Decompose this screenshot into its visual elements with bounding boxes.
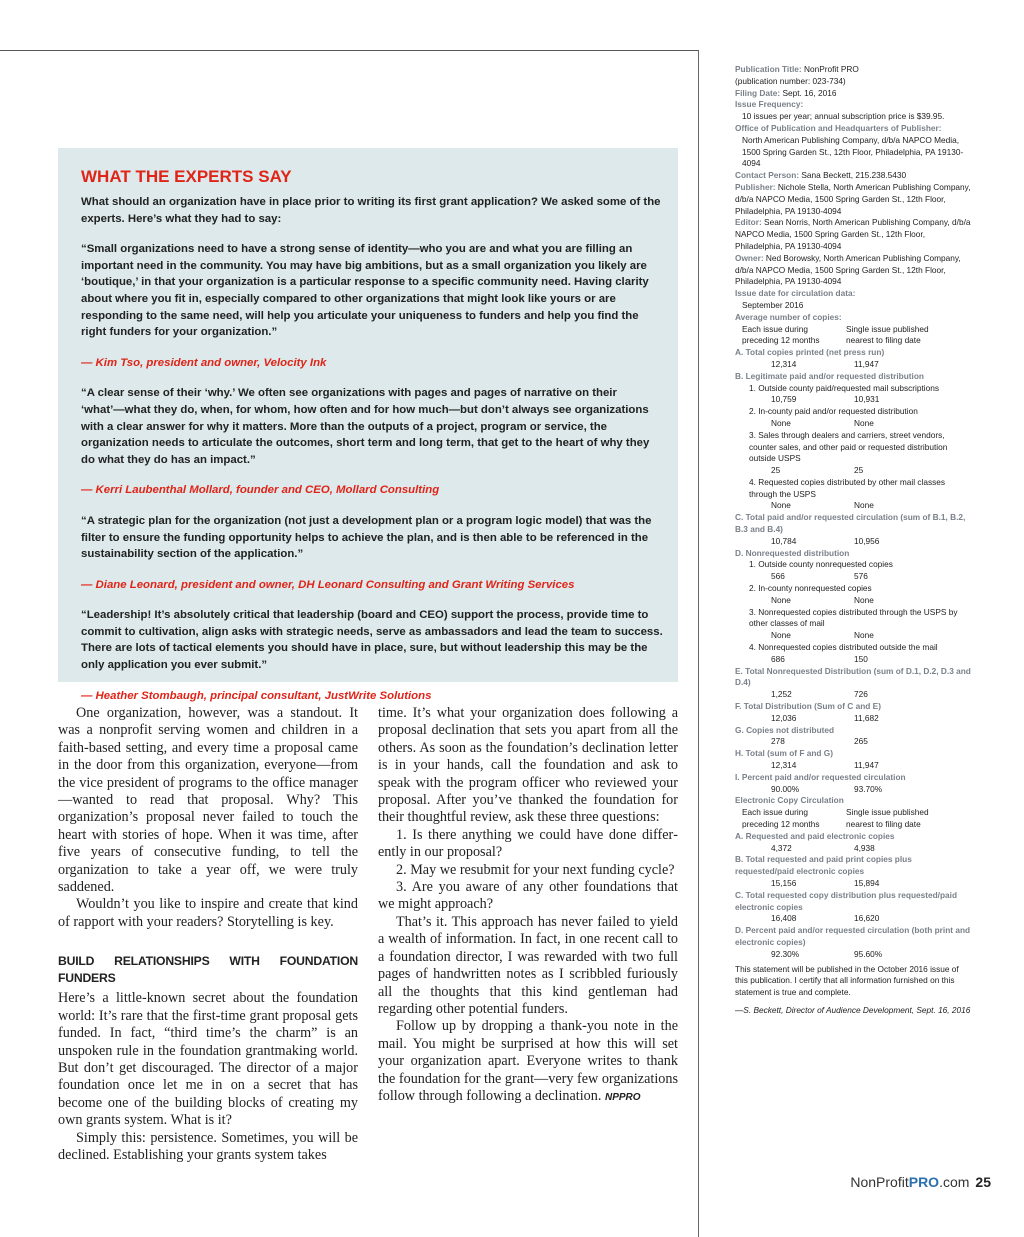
row-values: 566 576 — [771, 571, 868, 582]
row-label: 3. Nonrequested copies distributed through the USPS by other classes of mail — [749, 606, 958, 629]
expert-attribution: — Diane Leonard, president and owner, DH Leonard Consulting and Grant Writing Services — [81, 578, 575, 591]
section-heading: BUILD RELATIONSHIPS WITH FOUNDATION FUNDERS — [58, 954, 358, 986]
ownership-statement — [735, 64, 973, 1017]
row-label: 1. Outside county nonrequested copies — [749, 559, 893, 570]
row-label: 4. Nonrequested copies distributed outside the mail — [749, 642, 938, 653]
field-label: Issue date for circulation data: — [735, 288, 856, 299]
row-values: None None — [771, 417, 874, 428]
field-value: Ned Borowsky, North American Publishing Company, d/b/a NAPCO Media, 1500 Spring Garden St., 12th Floor, Philadelphia, PA 19130-4094 — [735, 252, 961, 287]
expert-attribution: — Heather Stombaugh, principal consultant, JustWrite Solutions — [81, 689, 432, 702]
site-suffix: .com — [939, 1174, 970, 1190]
field-value: North American Publishing Company, d/b/a NAPCO Media, 1500 Spring Garden St., 12th Floor, Philadelphia, PA 19130-4094 — [742, 134, 964, 169]
certification-statement: This statement will be published in the October 2016 issue of this publication. I certify that all information furnished on this statement is true and complete. — [735, 963, 959, 998]
paragraph: Simply this: persistence. Sometimes, you will be declined. Establishing your grants system takes — [58, 1129, 358, 1163]
paragraph: One organization, however, was a standout. It was a nonprofit serving women and children in a faith-based setting, and every time a proposal came in the door from this organization, everyone—from the vice president of programs to the office manager—wanted to read that proposal. Why? This organization’s proposal never failed to touch the heart with stories of hope. When it was time, after five years of consecutive funding, to tell the organization to take a year off, we were truly saddened. — [58, 705, 358, 896]
expert-quote: “A clear sense of their ‘why.’ We often see organizations with pages and pages of narrative on their ‘what’—what they do, when, for whom, how often and for how much—but don’t always see organizations with a clear answer for why it matters. More than the outputs of a project, program or service, the organization needs to articulate the outcomes, short term and long term, that get to the heart of why they do what they do has an impact.” — [81, 387, 650, 466]
row-label: C. Total paid and/or requested circulation (sum of B.1, B.2, B.3 and B.4) — [735, 512, 966, 535]
field-label: Publisher: — [735, 181, 776, 192]
paragraph: Here’s a little-known secret about the foundation world: It’s rare that the first-time grant proposal gets funded. In fact, “third time’s the charm” is an unspoken rule in the foundation grantmaking world. But don’t get discouraged. The director of a major foundation once let me in on a secret that has become one of the building blocks of creating my own grants system. What is it? — [58, 990, 358, 1129]
field-value: (publication number: 023-734) — [735, 75, 846, 86]
row-values: None None — [771, 594, 874, 605]
row-label: I. Percent paid and/or requested circulation — [735, 771, 906, 782]
row-values: 4,372 4,938 — [771, 842, 875, 853]
field-label: Average number of copies: — [735, 311, 842, 322]
row-label: B. Legitimate paid and/or requested distribution — [735, 370, 925, 381]
row-label: A. Requested and paid electronic copies — [735, 830, 895, 841]
row-label: 1. Outside county paid/requested mail subscriptions — [749, 382, 940, 393]
paragraph: That’s it. This approach has never failed to yield a wealth of information. In fact, in one recent call to a foundation director, I was rewarded with two full pages of handwritten notes as I scribbled furiously all the thoughts that this kind gentleman had regarding other potential funders. — [378, 913, 678, 1017]
body-column-2 — [378, 705, 678, 1106]
column-divider — [698, 50, 699, 1237]
row-values: 1,252 726 — [771, 689, 868, 700]
paragraph — [378, 1018, 678, 1106]
row-label: A. Total copies printed (net press run) — [735, 347, 885, 358]
field-label: Office of Publication and Headquarters of Publisher: — [735, 122, 942, 133]
top-rule — [0, 50, 698, 51]
row-label: D. Nonrequested distribution — [735, 547, 850, 558]
box-title: WHAT THE EXPERTS SAY — [81, 167, 292, 186]
column-headers: preceding 12 months nearest to filing date — [742, 819, 921, 829]
end-mark: NPPRO — [604, 1091, 641, 1103]
section-label: Electronic Copy Circulation — [735, 795, 844, 806]
paragraph: time. It’s what your organization does following a proposal declination that sets you apart from all the others. As soon as the foundation’s declination letter is in your hands, call the foundation and ask to speak with the program officer who reviewed your proposal. After you’ve thanked the foundation for their thoughtful review, ask these three questions: — [378, 705, 678, 826]
row-label: 4. Requested copies distributed by other mail classes through the USPS — [749, 476, 946, 499]
row-values: 10,784 10,956 — [771, 535, 880, 546]
field-value: Nichole Stella, North American Publishing Company, d/b/a NAPCO Media, 1500 Spring Garden St., 12th Floor, Philadelphia, PA 19130-4094 — [735, 181, 971, 216]
signature: —S. Beckett, Director of Audience Development, Sept. 16, 2016 — [735, 1004, 971, 1015]
expert-quote: “Small organizations need to have a strong sense of identity—who you are and what you are filling an important need in the community. You may have big ambitions, but as a small organization you likely are ‘boutique,’ in that your organization is a particular response to a specific community need. Having clarity about where you fit in, especially compared to other organizations that might look like yours or are responding to the same need, will help you articulate your uniqueness to funders and help you find the right funders for your organization.” — [81, 243, 649, 339]
site-prefix: NonProfit — [850, 1174, 909, 1190]
page-footer — [850, 1174, 991, 1190]
row-label: 3. Sales through dealers and carriers, street vendors, counter sales, and other paid or requested distribution outside USPS — [749, 429, 948, 464]
column-headers: Each issue during Single issue published — [742, 807, 929, 818]
column-headers: preceding 12 months nearest to filing date — [742, 335, 921, 346]
field-label: Issue Frequency: — [735, 99, 804, 110]
experts-sidebar-box — [58, 148, 678, 702]
column-headers: Each issue during Single issue published — [742, 323, 929, 334]
expert-quote: “Leadership! It’s absolutely critical that leadership (board and CEO) support the process, provide time to commit to cultivation, align asks with strategic needs, serve as ambassadors and lead the team to success. There are lots of tactical elements you should have in place, sure, but without leadership this may be the only application you ever submit.” — [81, 609, 663, 672]
row-values: 16,408 16,620 — [771, 913, 880, 924]
row-values: 12,036 11,682 — [771, 712, 879, 723]
expert-quote: “A strategic plan for the organization (not just a development plan or a program logic model) that was the filter to ensure the funding opportunity helps to achieve the plan, and is then able to be referenced in the sustainability section of the application.” — [81, 514, 652, 561]
field-label: Editor: — [735, 217, 762, 228]
question-item: 1. Is there anything we could have done differently in our proposal? — [378, 826, 678, 861]
row-values: 278 265 — [771, 736, 868, 747]
expert-attribution: — Kim Tso, president and owner, Velocity Ink — [81, 356, 327, 369]
row-label: 2. In-county paid and/or requested distribution — [749, 406, 918, 417]
box-intro: What should an organization have in place prior to writing its first grant application? We asked some of the experts. Here’s what they had to say: — [81, 196, 661, 225]
field-label: Publication Title: — [735, 64, 802, 74]
row-label: H. Total (sum of F and G) — [735, 748, 834, 759]
field-value: Sana Beckett, 215.238.5430 — [801, 170, 907, 181]
row-label: 2. In-county nonrequested copies — [749, 583, 872, 594]
row-label: E. Total Nonrequested Distribution (sum of D.1, D.2, D.3 and D.4) — [735, 665, 971, 688]
field-label: Owner: — [735, 252, 764, 263]
row-values: 15,156 15,894 — [771, 877, 880, 888]
row-label: C. Total requested copy distribution plus requested/paid electronic copies — [735, 889, 958, 912]
field-value: 10 issues per year; annual subscription price is $39.95. — [742, 111, 945, 122]
row-label: B. Total requested and paid print copies plus requested/paid electronic copies — [735, 854, 912, 877]
expert-attribution: — Kerri Laubenthal Mollard, founder and CEO, Mollard Consulting — [81, 484, 440, 497]
row-label: D. Percent paid and/or requested circulation (both print and electronic copies) — [735, 925, 971, 947]
row-values: 12,314 11,947 — [771, 358, 879, 369]
field-label: Contact Person: — [735, 170, 800, 181]
row-label: G. Copies not distributed — [735, 724, 835, 735]
row-values: 25 25 — [771, 465, 864, 476]
row-values: 90.00% 93.70% — [771, 783, 883, 794]
field-value: NonProfit PRO — [804, 64, 859, 74]
page-number: 25 — [975, 1174, 991, 1190]
body-column-1 — [58, 705, 358, 1164]
question-item: 3. Are you aware of any other foundations that we might approach? — [378, 879, 678, 913]
row-values: 10,759 10,931 — [771, 394, 880, 405]
row-values: 686 150 — [771, 653, 868, 664]
field-label: Filing Date: — [735, 87, 781, 98]
question-item: 2. May we resubmit for your next funding cycle? — [396, 861, 675, 878]
row-values: None None — [771, 630, 874, 641]
site-brand: PRO — [908, 1174, 940, 1190]
row-values: 92.30% 95.60% — [771, 948, 883, 959]
paragraph: Wouldn’t you like to inspire and create that kind of rapport with your readers? Storytelling is key. — [58, 896, 358, 930]
row-values: 12,314 11,947 — [771, 760, 879, 771]
row-label: F. Total Distribution (Sum of C and E) — [735, 701, 881, 712]
paragraph-text: Follow up by dropping a thank-you note in the mail. You might be surprised at how this will set your organization apart. Everyone writes to thank the foundation for the grant—very few organizations follow through following a declination. — [378, 1018, 678, 1104]
field-value: Sept. 16, 2016 — [782, 87, 837, 98]
field-value: Sean Norris, North American Publishing Company, d/b/a NAPCO Media, 1500 Spring Garden St., 12th Floor, Philadelphia, PA 19130-4094 — [735, 217, 971, 251]
row-values: None None — [771, 500, 874, 511]
field-value: September 2016 — [742, 299, 804, 310]
